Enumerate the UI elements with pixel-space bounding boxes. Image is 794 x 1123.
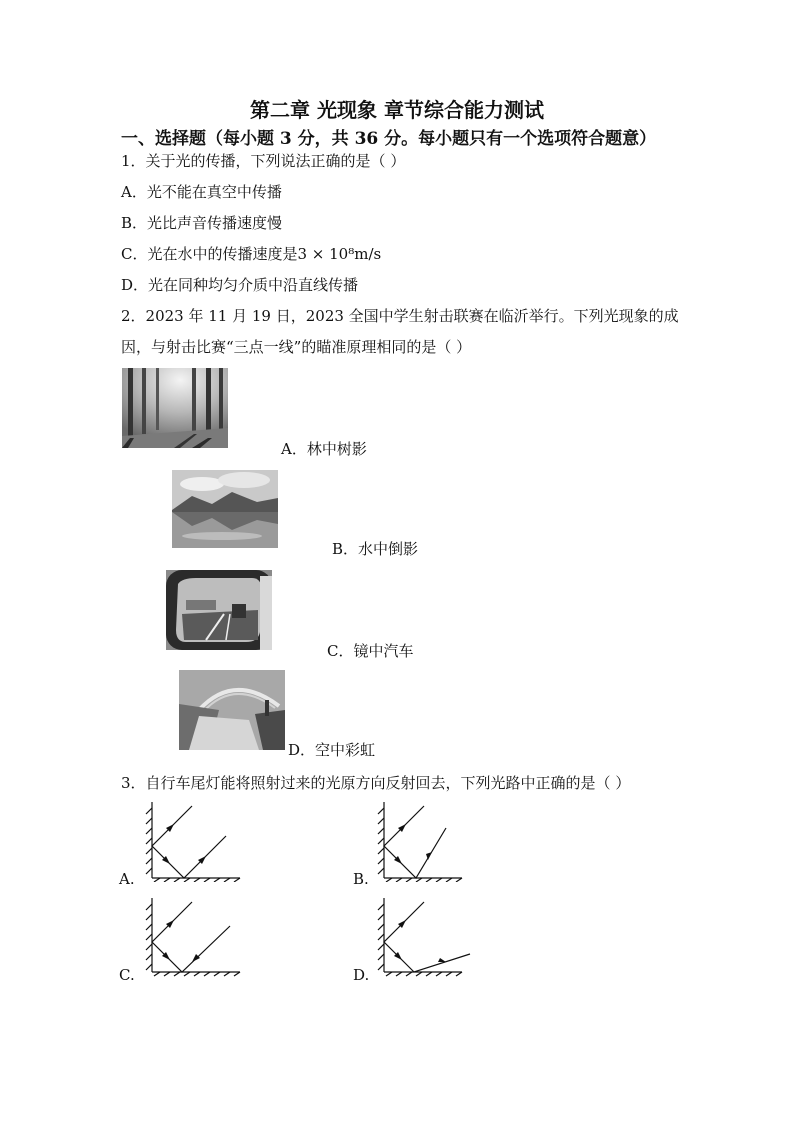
light-path-diagram-b bbox=[372, 800, 492, 882]
car-mirror-photo bbox=[166, 570, 272, 650]
q1-option-d: D．光在同种均匀介质中沿直线传播 bbox=[121, 276, 359, 294]
rainbow-waterfall-photo bbox=[179, 670, 285, 750]
q3-label-d: D. bbox=[353, 966, 370, 984]
question-3-stem: 3．自行车尾灯能将照射过来的光原方向反射回去，下列光路中正确的是（ ） bbox=[121, 774, 631, 792]
light-path-diagram-a bbox=[140, 800, 260, 882]
q1-option-a: A．光不能在真空中传播 bbox=[121, 183, 282, 201]
q1-option-b: B．光比声音传播速度慢 bbox=[121, 214, 283, 232]
forest-shadow-photo bbox=[122, 368, 228, 448]
q3-label-c: C. bbox=[119, 966, 135, 984]
q2-option-d: D．空中彩虹 bbox=[288, 741, 376, 759]
question-2-stem-line2: 因，与射击比赛“三点一线”的瞄准原理相同的是（ ） bbox=[121, 338, 472, 356]
q2-option-c: C．镜中汽车 bbox=[327, 642, 414, 660]
light-path-diagram-c bbox=[140, 896, 260, 978]
q3-label-a: A. bbox=[119, 870, 135, 888]
question-2-stem-line1: 2．2023 年 11 月 19 日，2023 全国中学生射击联赛在临沂举行。下列光现象的成 bbox=[121, 307, 679, 325]
lake-reflection-photo bbox=[172, 470, 278, 548]
question-1-stem: 1．关于光的传播，下列说法正确的是（ ） bbox=[121, 152, 406, 170]
page-title: 第二章 光现象 章节综合能力测试 bbox=[250, 98, 544, 122]
q1-option-c: C．光在水中的传播速度是3 × 10⁸m/s bbox=[121, 245, 382, 263]
q2-option-b: B．水中倒影 bbox=[332, 540, 419, 558]
section-heading: 一、选择题（每小题 3 分，共 36 分。每小题只有一个选项符合题意） bbox=[121, 129, 657, 149]
q3-label-b: B. bbox=[353, 870, 369, 888]
light-path-diagram-d bbox=[372, 896, 492, 978]
q2-option-a: A．林中树影 bbox=[281, 440, 367, 458]
